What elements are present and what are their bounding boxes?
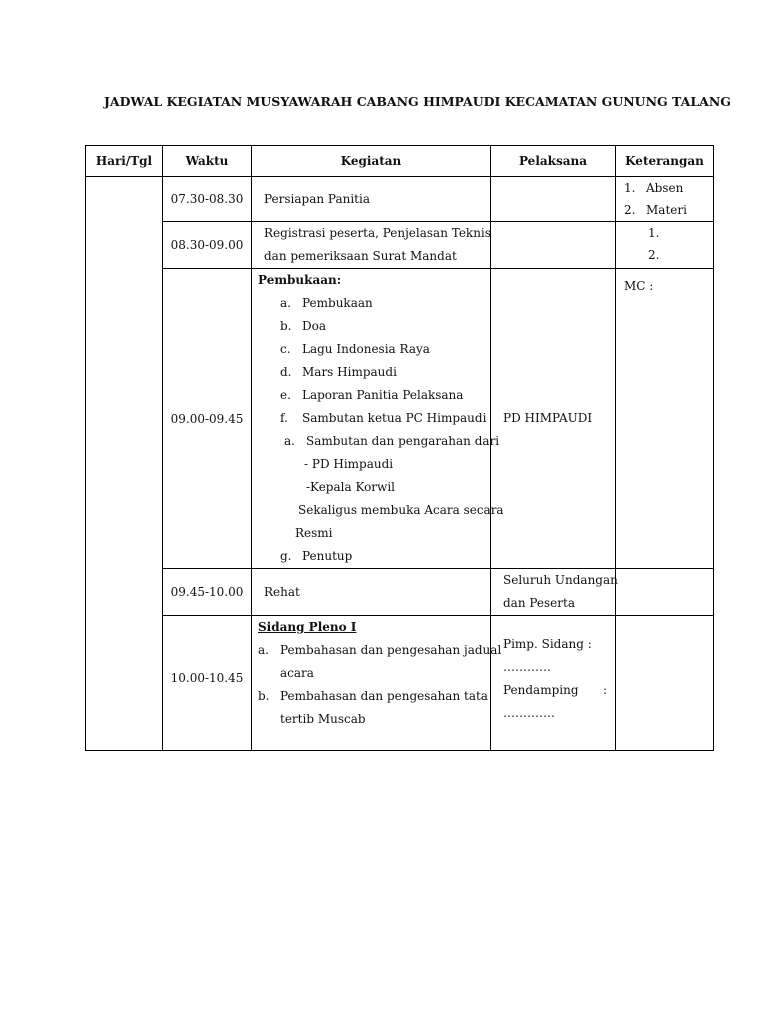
waktu-cell: 08.30-09.00 <box>163 222 252 269</box>
pelaksana-text: dan Peserta <box>503 596 575 610</box>
kegiatan-cell <box>252 569 491 616</box>
kegiatan-cell <box>252 177 491 222</box>
waktu-text: 10.00-10.45 <box>170 671 244 685</box>
pelaksana-text: Seluruh Undangan <box>503 573 618 587</box>
pelaksana-cell <box>491 569 616 616</box>
kegiatan-subitem: Resmi <box>295 526 333 540</box>
kegiatan-item: d. Mars Himpaudi <box>280 365 397 379</box>
keterangan-item: 1. <box>648 226 660 240</box>
kegiatan-text: Rehat <box>264 584 300 599</box>
kegiatan-item-cont: acara <box>280 666 314 680</box>
pelaksana-cell <box>491 616 616 751</box>
keterangan-cell <box>616 616 714 751</box>
pelaksana-cell <box>491 269 616 569</box>
kegiatan-item: a. Pembahasan dan pengesahan jadual <box>258 643 502 657</box>
keterangan-item: 2. Materi <box>624 203 687 217</box>
schedule-table <box>85 145 714 751</box>
pelaksana-text: Pimp. Sidang : <box>503 637 592 651</box>
kegiatan-item: a. Pembukaan <box>280 296 373 310</box>
kegiatan-subitem: Sekaligus membuka Acara secara <box>298 503 504 517</box>
kegiatan-cell <box>252 616 502 751</box>
kegiatan-subitem: -Kepala Korwil <box>306 480 395 494</box>
waktu-cell <box>163 616 252 751</box>
table-row <box>86 222 714 269</box>
table-row <box>86 177 714 222</box>
kegiatan-item: f. Sambutan ketua PC Himpaudi <box>280 411 487 425</box>
pelaksana-text: ………… <box>503 660 551 674</box>
table-header-row <box>86 146 714 177</box>
pelaksana-cell <box>491 177 616 222</box>
kegiatan-item: a. Sambutan dan pengarahan dari <box>284 434 500 448</box>
header-hari: Hari/Tgl <box>86 146 163 177</box>
hari-cell <box>86 177 163 751</box>
kegiatan-item-cont: tertib Muscab <box>280 712 366 726</box>
kegiatan-item: c. Lagu Indonesia Raya <box>280 342 430 356</box>
header-pelaksana: Pelaksana <box>491 146 616 177</box>
pelaksana-text: …………. <box>503 706 555 720</box>
keterangan-cell <box>616 569 714 616</box>
kegiatan-heading: Sidang Pleno I <box>258 620 357 634</box>
pelaksana-text: PD HIMPAUDI <box>503 411 593 425</box>
kegiatan-cell <box>252 222 491 269</box>
waktu-cell: 09.45-10.00 <box>163 569 252 616</box>
keterangan-item: 1. Absen <box>624 181 684 195</box>
kegiatan-subitem: - PD Himpaudi <box>304 457 394 471</box>
kegiatan-text: Persiapan Panitia <box>264 191 370 206</box>
pelaksana-text: Pendamping : <box>503 683 607 697</box>
header-waktu: Waktu <box>163 146 252 177</box>
table-row <box>86 569 714 616</box>
keterangan-item: 2. <box>648 248 660 262</box>
kegiatan-heading: Pembukaan: <box>258 273 342 287</box>
keterangan-cell <box>616 222 714 269</box>
table-row <box>86 616 714 751</box>
header-keterangan: Keterangan <box>616 146 714 177</box>
pelaksana-cell <box>491 222 616 269</box>
waktu-cell: 07.30-08.30 <box>163 177 252 222</box>
kegiatan-item: e. Laporan Panitia Pelaksana <box>280 388 464 402</box>
kegiatan-item: b. Doa <box>280 319 326 333</box>
keterangan-cell <box>616 177 714 222</box>
kegiatan-cell <box>252 269 504 569</box>
header-kegiatan: Kegiatan <box>252 146 491 177</box>
waktu-cell: 09.00-09.45 <box>163 269 252 569</box>
keterangan-text: MC : <box>624 279 654 293</box>
kegiatan-item: b. Pembahasan dan pengesahan tata <box>258 689 488 703</box>
document-title: JADWAL KEGIATAN MUSYAWARAH CABANG HIMPAUDI KECAMATAN GUNUNG TALANG <box>104 94 731 109</box>
kegiatan-item: g. Penutup <box>280 549 353 563</box>
table-row <box>86 269 714 569</box>
kegiatan-text: Registrasi peserta, Penjelasan Teknis <box>264 226 491 240</box>
keterangan-cell <box>616 269 714 569</box>
kegiatan-text: dan pemeriksaan Surat Mandat <box>264 249 457 263</box>
